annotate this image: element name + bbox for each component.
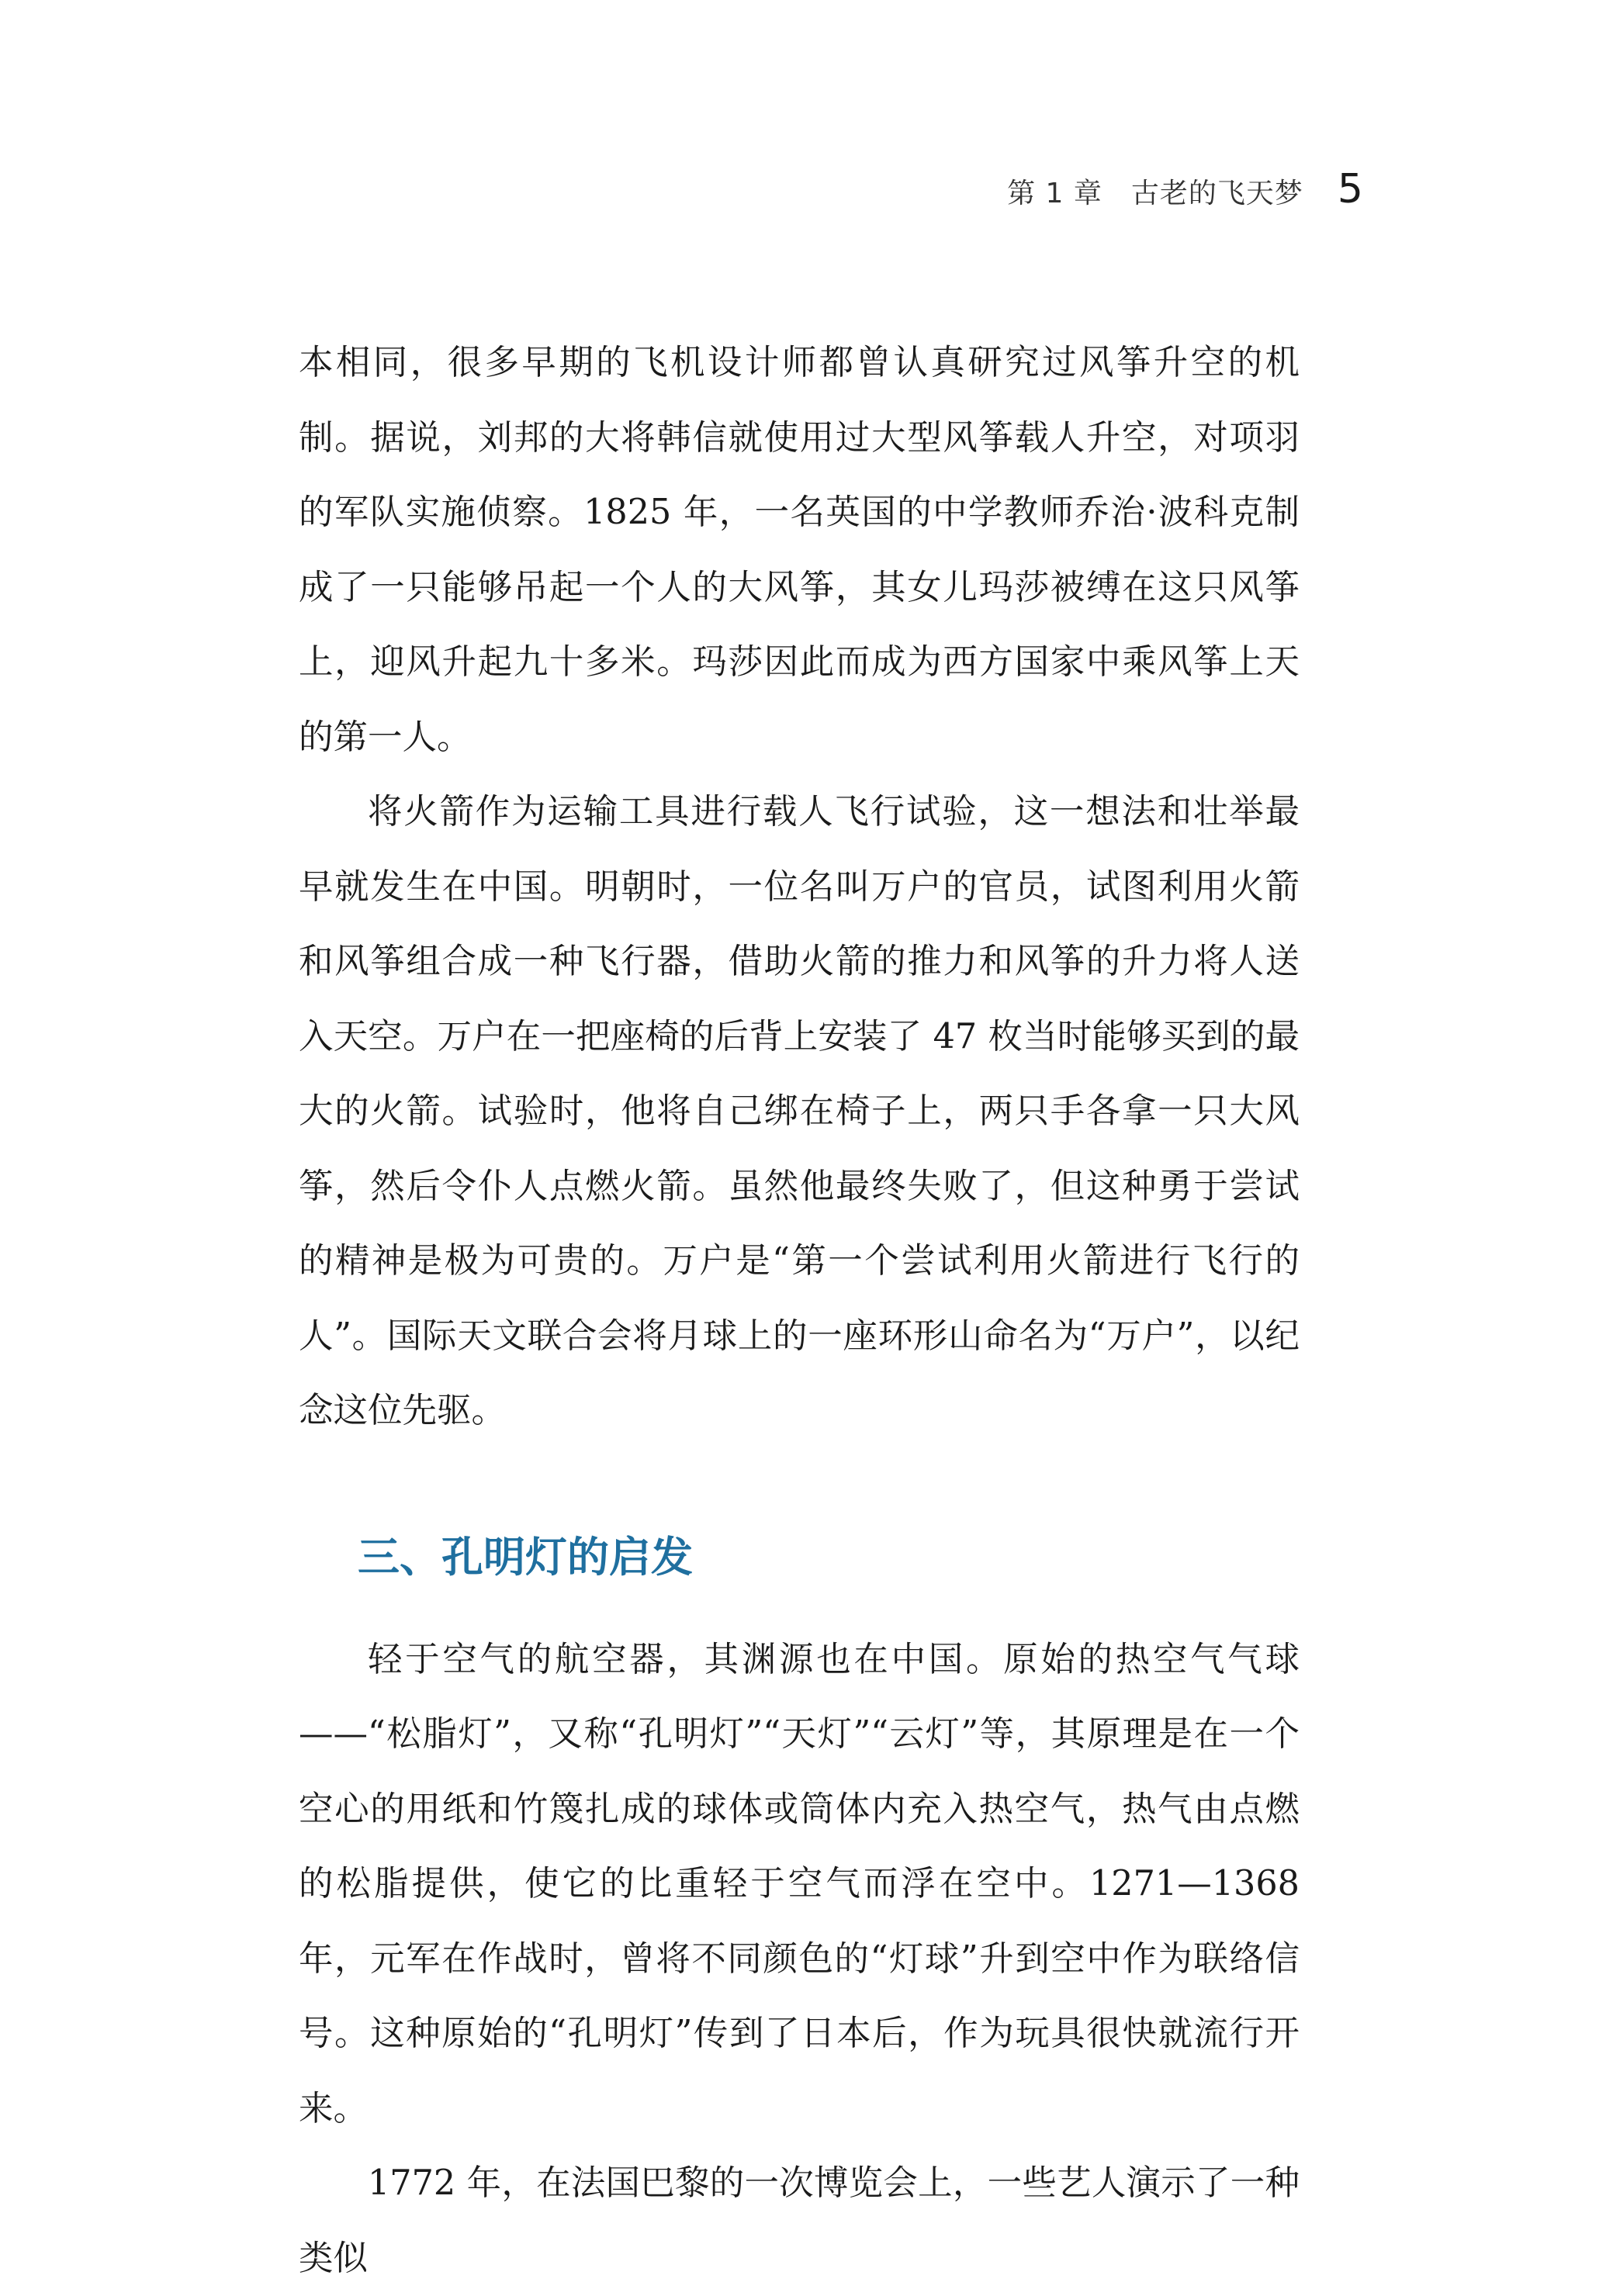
paragraph-wanhu-rocket: 将火箭作为运输工具进行载人飞行试验，这一想法和壮举最早就发生在中国。明朝时，一位名叫万户的官员，试图利用火箭和风筝组合成一种飞行器，借助火箭的推力和风筝的升力将人送入天空。万户在一把座椅的后背上安装了 47 枚当时能够买到的最大的火箭。试验时，他将自己绑在椅子上，两只手各拿一只大风筝，然后令仆人点燃火箭。虽然他最终失败了，但这种勇于尝试的精神是极为可贵的。万户是“第一个尝试利用火箭进行飞行的人”。国际天文联合会将月球上的一座环形山命名为“万户”，以纪念这位先驱。 bbox=[299, 792, 1300, 1430]
running-head bbox=[1007, 166, 1363, 213]
paragraph-paris-expo: 1772 年，在法国巴黎的一次博览会上，一些艺人演示了一种类似 bbox=[299, 2163, 1300, 2278]
body-text bbox=[299, 326, 1300, 2296]
chapter-title: 第 1 章 古老的飞天梦 bbox=[1007, 178, 1303, 209]
page-number: 5 bbox=[1337, 166, 1363, 213]
section-heading: 三、孔明灯的启发 bbox=[358, 1532, 693, 1582]
paragraph-kite-history: 本相同，很多早期的飞机设计师都曾认真研究过风筝升空的机制。据说，刘邦的大将韩信就使用过大型风筝载人升空，对项羽的军队实施侦察。1825 年，一名英国的中学教师乔治·波科克制成了一只能够吊起一个人的大风筝，其女儿玛莎被缚在这只风筝上，迎风升起九十多米。玛莎因此而成为西方国家中乘风筝上天的第一人。 bbox=[299, 343, 1300, 757]
paragraph-kongming-lantern: 轻于空气的航空器，其渊源也在中国。原始的热空气气球——“松脂灯”，又称“孔明灯”“天灯”“云灯”等，其原理是在一个空心的用纸和竹篾扎成的球体或筒体内充入热空气，热气由点燃的松脂提供，使它的比重轻于空气而浮在空中。1271—1368 年，元军在作战时，曾将不同颜色的“灯球”升到空中作为联络信号。这种原始的“孔明灯”传到了日本后，作为玩具很快就流行开来。 bbox=[299, 1639, 1300, 2128]
